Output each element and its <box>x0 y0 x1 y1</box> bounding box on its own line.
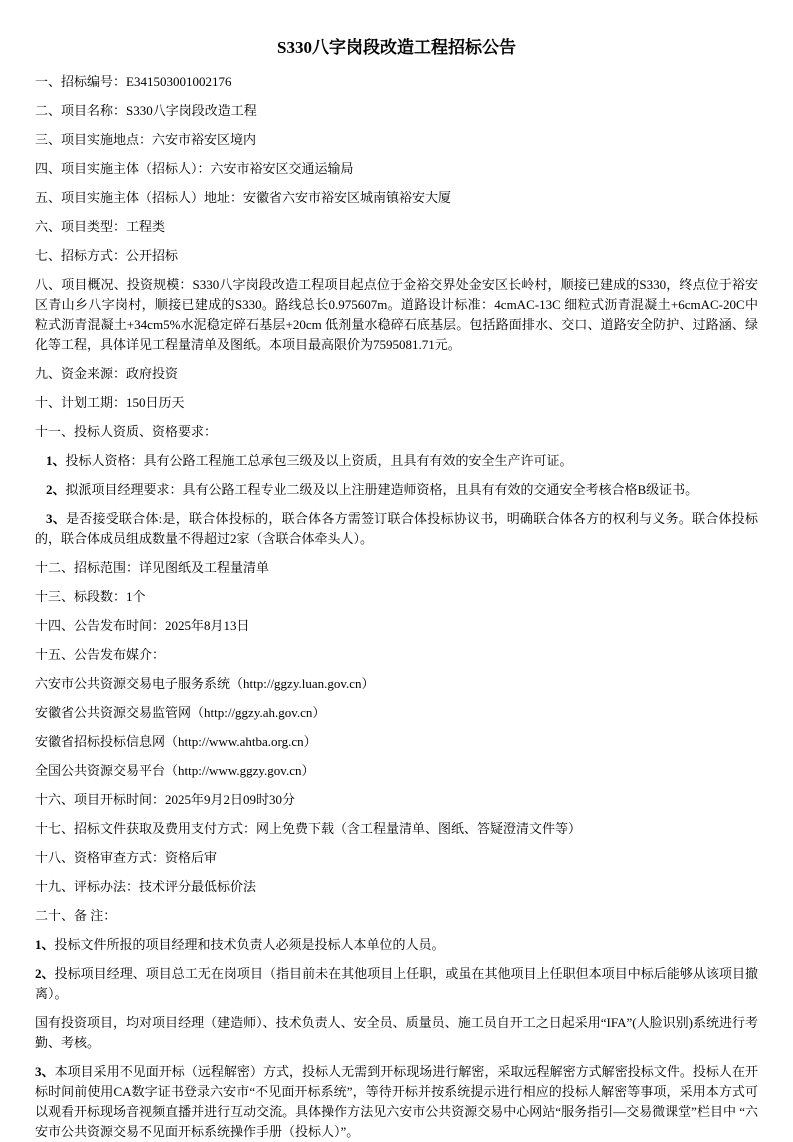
paragraph-text: 安徽省招标投标信息网（http://www.ahtba.org.cn） <box>35 734 317 749</box>
paragraph <box>35 393 758 413</box>
paragraph <box>35 1062 758 1142</box>
paragraph <box>35 877 758 897</box>
paragraph-text: 本项目采用不见面开标（远程解密）方式，投标人无需到开标现场进行解密，采取远程解密方式解密投标文件。投标人在开标时间前使用CA数字证书登录六安市“不见面开标系统”，等待开标并按系统提示进行相应的投标人解密等事项，采用本方式可以观看开标现场音视频直播并进行互动交流。具体操作方法见六安市公共资源交易中心网站“服务指引—交易微课堂”栏目中 “六安市公共资源交易不见面开标系统操作手册（投标人）”。 <box>35 1064 758 1139</box>
paragraph <box>35 645 758 665</box>
paragraph-text: 十四、公告发布时间：2025年8月13日 <box>35 618 250 633</box>
paragraph-number: 1、 <box>46 453 66 468</box>
paragraph-text: 二十、备 注： <box>35 908 117 923</box>
paragraph-text: 八、项目概况、投资规模：S330八字岗段改造工程项目起点位于金裕交界处金安区长岭村，顺接已建成的S330，终点位于裕安区青山乡八字岗村，顺接已建成的S330。路线总长0.975607m。道路设计标准：4cmAC-13C 细粒式沥青混凝土+6cmAC-20C中粒式沥青混凝土+34cm5%水泥稳定碎石基层+20cm 低剂量水稳碎石底基层。包括路面排水、交口、道路安全防护、过路涵、绿化等工程，具体详见工程量清单及图纸。本项目最高限价为7595081.71元。 <box>35 277 758 352</box>
paragraph <box>35 935 758 955</box>
paragraph <box>35 558 758 578</box>
paragraph <box>35 246 758 266</box>
paragraph-text: 十七、招标文件获取及费用支付方式：网上免费下载（含工程量清单、图纸、答疑澄清文件等） <box>35 821 582 836</box>
paragraph <box>35 364 758 384</box>
paragraph-text: 安徽省公共资源交易监管网（http://ggzy.ah.gov.cn） <box>35 705 326 720</box>
paragraph-text: 十、计划工期：150日历天 <box>35 395 185 410</box>
document-body <box>35 72 758 1142</box>
paragraph-text: 国有投资项目，均对项目经理（建造师）、技术负责人、安全员、质量员、施工员自开工之日起采用“IFA”(人脸识别)系统进行考勤、考核。 <box>35 1015 758 1050</box>
paragraph <box>35 217 758 237</box>
paragraph-text: 是否接受联合体:是，联合体投标的，联合体各方需签订联合体投标协议书，明确联合体各方的权利与义务。联合体投标的，联合体成员组成数量不得超过2家（含联合体牵头人）。 <box>35 511 758 546</box>
paragraph-text: 十六、项目开标时间：2025年9月2日09时30分 <box>35 792 296 807</box>
paragraph-text: 三、项目实施地点：六安市裕安区境内 <box>35 132 257 147</box>
paragraph-number: 3、 <box>46 511 66 526</box>
paragraph-number: 2、 <box>46 482 66 497</box>
paragraph <box>35 188 758 208</box>
paragraph <box>35 480 758 500</box>
paragraph <box>35 275 758 355</box>
paragraph-text: 九、资金来源：政府投资 <box>35 366 179 381</box>
paragraph <box>35 964 758 1004</box>
paragraph-text: 六安市公共资源交易电子服务系统（http://ggzy.luan.gov.cn） <box>35 676 375 691</box>
paragraph-number: 1、 <box>35 937 55 952</box>
paragraph <box>35 790 758 810</box>
paragraph-text: 投标项目经理、项目总工无在岗项目（指目前未在其他项目上任职，或虽在其他项目上任职但本项目中标后能够从该项目撤离）。 <box>35 966 758 1001</box>
paragraph-text: 投标人资格：具有公路工程施工总承包三级及以上资质，且具有有效的安全生产许可证。 <box>65 453 573 468</box>
paragraph-text: 投标文件所报的项目经理和技术负责人必须是投标人本单位的人员。 <box>54 937 445 952</box>
paragraph-text: 二、项目名称：S330八字岗段改造工程 <box>35 103 257 118</box>
paragraph-text: 全国公共资源交易平台（http://www.ggzy.gov.cn） <box>35 763 315 778</box>
paragraph <box>35 674 758 694</box>
paragraph-number: 3、 <box>35 1064 55 1079</box>
paragraph-text: 十九、评标办法：技术评分最低标价法 <box>35 879 257 894</box>
paragraph <box>35 1013 758 1053</box>
paragraph-text: 六、项目类型：工程类 <box>35 219 166 234</box>
paragraph <box>35 703 758 723</box>
paragraph-text: 一、招标编号：E341503001002176 <box>35 74 232 89</box>
paragraph-text: 十五、公告发布媒介： <box>35 647 166 662</box>
paragraph <box>35 732 758 752</box>
paragraph-number: 2、 <box>35 966 55 981</box>
paragraph-text: 四、项目实施主体（招标人）：六安市裕安区交通运输局 <box>35 161 354 176</box>
paragraph <box>35 451 758 471</box>
paragraph <box>35 130 758 150</box>
paragraph-text: 十二、招标范围：详见图纸及工程量清单 <box>35 560 270 575</box>
paragraph <box>35 819 758 839</box>
paragraph-text: 五、项目实施主体（招标人）地址：安徽省六安市裕安区城南镇裕安大厦 <box>35 190 452 205</box>
paragraph <box>35 422 758 442</box>
paragraph-text: 十八、资格审查方式：资格后审 <box>35 850 218 865</box>
document-title: S330八字岗段改造工程招标公告 <box>277 38 516 57</box>
paragraph <box>35 101 758 121</box>
paragraph <box>35 906 758 926</box>
paragraph <box>35 72 758 92</box>
paragraph <box>35 159 758 179</box>
paragraph-text: 十三、标段数：1个 <box>35 589 146 604</box>
paragraph-text: 七、招标方式：公开招标 <box>35 248 179 263</box>
paragraph <box>35 509 758 549</box>
paragraph-text: 十一、投标人资质、资格要求： <box>35 424 218 439</box>
paragraph <box>35 848 758 868</box>
paragraph <box>35 616 758 636</box>
paragraph <box>35 761 758 781</box>
paragraph <box>35 587 758 607</box>
paragraph-text: 拟派项目经理要求：具有公路工程专业二级及以上注册建造师资格，且具有有效的交通安全考核合格B级证书。 <box>65 482 699 497</box>
